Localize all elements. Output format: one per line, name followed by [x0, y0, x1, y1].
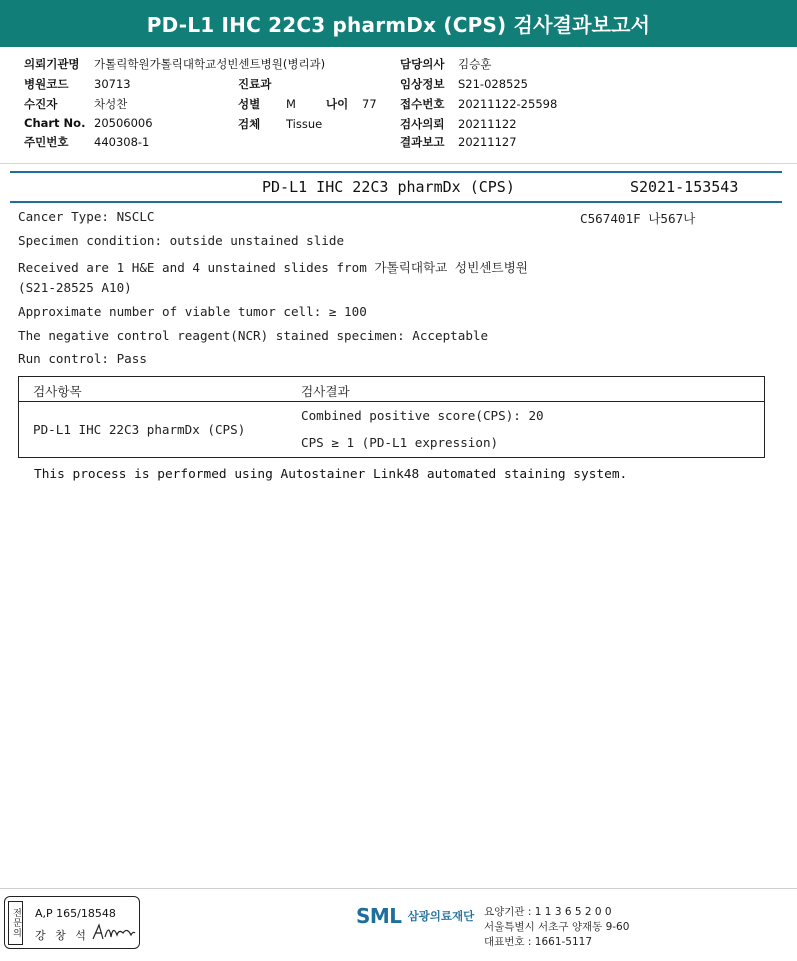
- age-value: 77: [362, 97, 377, 111]
- table-header-line: [19, 401, 764, 402]
- chart-value: 20506006: [94, 116, 153, 130]
- result-table: [18, 376, 765, 458]
- report-date-row: [400, 134, 517, 150]
- resident-label: 주민번호: [24, 135, 69, 149]
- doctor-label: 담당의사: [400, 57, 445, 71]
- report-line: Run control: Pass: [18, 351, 147, 366]
- report-line: Approximate number of viable tumor cell: ≥ 100: [18, 304, 367, 319]
- report-line: The negative control reagent(NCR) stained specimen: Acceptable: [18, 328, 489, 343]
- process-note: This process is performed using Autostainer Link48 automated staining system.: [34, 467, 628, 482]
- request-label: 검사의뢰: [400, 117, 445, 131]
- sex-row: [238, 96, 296, 112]
- request-value: 20211122: [458, 117, 517, 131]
- report-line: Specimen condition: outside unstained slide: [18, 233, 345, 248]
- institution-row: [24, 56, 325, 72]
- age-row: [326, 96, 377, 112]
- result-expression: CPS ≥ 1 (PD-L1 expression): [301, 435, 499, 450]
- request-row: [400, 116, 517, 132]
- report-top-rule: [10, 171, 782, 173]
- stamp-label: 전문의: [8, 901, 23, 945]
- test-item: PD-L1 IHC 22C3 pharmDx (CPS): [33, 422, 246, 437]
- hospital-code-label: 병원코드: [24, 77, 69, 91]
- age-label: 나이: [326, 97, 349, 111]
- sex-label: 성별: [238, 97, 261, 111]
- resident-row: [24, 134, 149, 150]
- specialist-stamp: [4, 896, 140, 949]
- phone: 대표번호 : 1661-5117: [484, 936, 593, 948]
- col-header-item: 검사항목: [33, 384, 82, 399]
- col-header-result: 검사결과: [301, 384, 350, 399]
- report-bottom-rule: [10, 201, 782, 203]
- result-cps: Combined positive score(CPS): 20: [301, 408, 544, 423]
- institution-label: 의뢰기관명: [24, 57, 80, 71]
- hospital-code-value: 30713: [94, 77, 131, 91]
- report-line: Received are 1 H&E and 4 unstained slides from 가톨릭대학교 성빈센트병원: [18, 260, 528, 275]
- patient-label: 수진자: [24, 97, 58, 111]
- hospital-code-row: [24, 76, 131, 92]
- sml-logo: [356, 904, 474, 928]
- logo-text: SML: [356, 904, 402, 928]
- department-label: 진료과: [238, 77, 272, 91]
- report-date-value: 20211127: [458, 135, 517, 149]
- stamp-name: 강 창 석: [35, 929, 89, 942]
- report-id: S2021-153543: [630, 178, 739, 196]
- patient-value: 차성찬: [94, 97, 128, 111]
- sex-value: M: [286, 97, 296, 111]
- institution-code: 요양기관 : 1 1 3 6 5 2 0 0: [484, 906, 612, 918]
- doctor-value: 김승훈: [458, 57, 492, 71]
- doctor-row: [400, 56, 491, 72]
- clinical-row: [400, 76, 528, 92]
- resident-value: 440308-1: [94, 135, 150, 149]
- department-row: [238, 76, 271, 92]
- receipt-value: 20211122-25598: [458, 97, 558, 111]
- receipt-row: [400, 96, 557, 112]
- clinical-value: S21-028525: [458, 77, 528, 91]
- report-title: PD-L1 IHC 22C3 pharmDx (CPS) 검사결과보고서: [0, 0, 797, 47]
- chart-label: Chart No.: [24, 116, 86, 130]
- report-test-name: PD-L1 IHC 22C3 pharmDx (CPS): [262, 178, 515, 196]
- address: 서울특별시 서초구 양재동 9-60: [484, 921, 630, 933]
- report-date-label: 결과보고: [400, 135, 445, 149]
- block-id: C567401F 나567나: [580, 211, 696, 226]
- receipt-label: 접수번호: [400, 97, 445, 111]
- signature-icon: [91, 921, 137, 943]
- report-line: (S21-28525 A10): [18, 280, 132, 295]
- clinical-label: 임상정보: [400, 77, 445, 91]
- header-separator: [0, 163, 797, 164]
- org-name: 삼광의료재단: [407, 909, 475, 923]
- specimen-label: 검체: [238, 117, 261, 131]
- specimen-value: Tissue: [286, 117, 323, 131]
- patient-row: [24, 96, 127, 112]
- footer-separator: [0, 888, 797, 889]
- stamp-license: A,P 165/18548: [35, 907, 116, 920]
- report-line: Cancer Type: NSCLC: [18, 209, 155, 224]
- specimen-row: [238, 116, 322, 132]
- chart-row: [24, 116, 153, 130]
- institution-value: 가톨릭학원가톨릭대학교성빈센트병원(병리과): [94, 57, 326, 71]
